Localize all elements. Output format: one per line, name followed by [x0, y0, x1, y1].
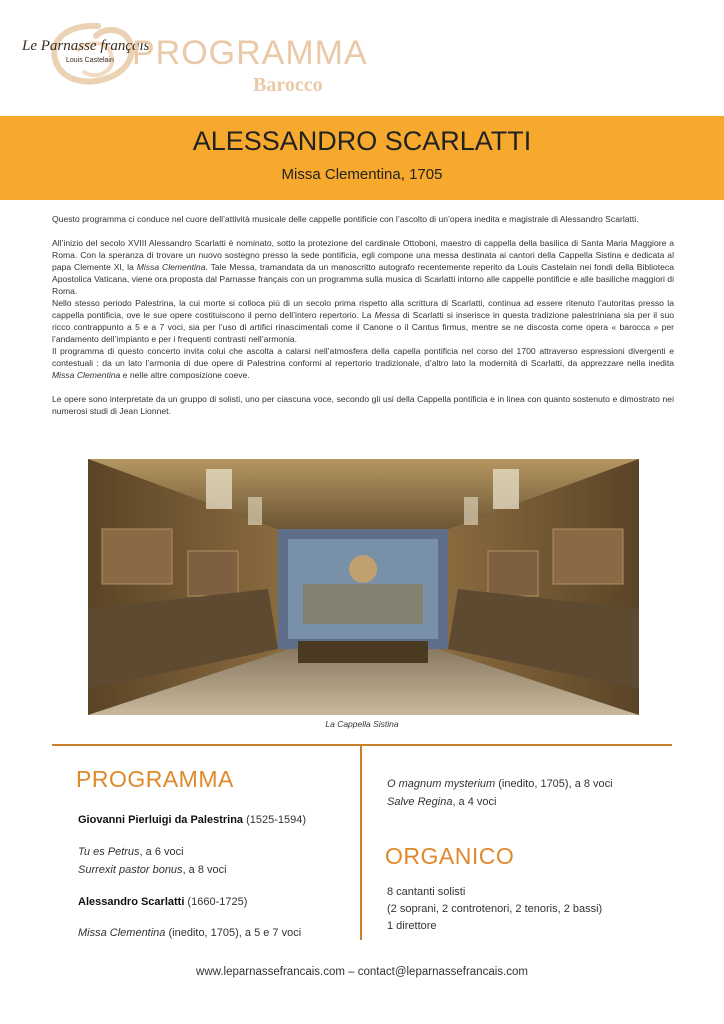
paragraph-history: [52, 237, 674, 297]
paragraph-performers: Le opere sono interpretate da un gruppo di solisti, uno per ciascuna voce, secondo gli usi della Cappella pontificia e in linea con quanto sostenuto e dimostrato nei numerosi studi di Jean Lionnet.: [52, 394, 674, 416]
work-detail: (inedito, 1705), a 5 e 7 voci: [165, 927, 302, 939]
work-missa-clementina: [78, 927, 301, 939]
organico-section-title: ORGANICO: [385, 843, 515, 869]
work-o-magnum-mysterium: [387, 778, 613, 790]
text: Nello stesso periodo Palestrina, la cui morte si colloca più di un secolo prima rispetto alla scrittura di Scarlatti, continua ad essere ritenuto l’autoritas presso la cappella pontificia, ove le sue opere costituiscono il perno dell’intero repertorio. La: [52, 298, 674, 320]
work-detail: (inedito, 1705), a 8 voci: [495, 778, 613, 790]
composer-dates: (1660-1725): [184, 896, 248, 908]
divider-right: [361, 744, 672, 746]
text: All’inizio del secolo XVIII Alessandro Scarlatti è nominato, sotto la protezione del cardinale Ottoboni, maestro di cappella della basilica di Santa Maria Maggiore a Roma. Con la speranza di trovare un nuovo sostegno presso la sede pontificia, egli compone una messa destinata ai cantori della Cappella Sistina e dedicata al papa Clemente XI, la: [52, 238, 674, 272]
composer-palestrina: [78, 814, 306, 826]
paragraph-palestrina: [52, 297, 674, 345]
divider-vertical: [360, 744, 362, 940]
work-detail: , a 6 voci: [139, 846, 184, 858]
text: di Scarlatti si inserisce in questa tradizione palestriniana sia per il suo ricco contrappunto a 5 e a 7 voci, sia per l’uso di artifici rinascimentali come il Canone o il Cantus firmus, mentre se ne discosta come opera « barocca » per l’andamento dell’impianto e per i frequenti contrasti nell’armonia.: [52, 310, 674, 344]
title-band: [0, 116, 724, 200]
italic-title: Missa Clementina: [52, 370, 121, 380]
text: e nelle altre composizione coeve.: [120, 370, 250, 380]
page-title: ALESSANDRO SCARLATTI: [192, 126, 532, 156]
work-detail: , a 4 voci: [452, 796, 497, 808]
organico-line-1: 8 cantanti solisti: [387, 886, 466, 898]
text: Il programma di questo concerto invita colui che ascolta a calarsi nell’atmosfera della capella pontificia nel corso del 1700 attraverso espressioni divergenti e contestuali : da un lato l’armonia di due opere di Palestrina conformi al repertorio tradizionale, d’altro lato la modernità di Scarlatti, da apprezzare nella inedita: [52, 346, 674, 368]
composer-dates: (1525-1594): [243, 814, 307, 826]
header: [0, 0, 724, 116]
composer-scarlatti: [78, 896, 247, 908]
paragraph-intro: Questo programma ci conduce nel cuore dell’attività musicale delle cappelle pontificie con l’ascolto di un’opera inedita e magistrale di Alessandro Scarlatti.: [52, 214, 639, 224]
work-title: Surrexit pastor bonus: [78, 864, 183, 876]
work-title: Tu es Petrus: [78, 846, 140, 858]
logo-name: Le Parnasse français: [22, 38, 150, 54]
body-text: [52, 213, 674, 417]
work-detail: , a 8 voci: [182, 864, 227, 876]
paragraph-concert: [52, 345, 674, 381]
divider-left: [52, 744, 361, 746]
sistine-chapel-photo: [88, 459, 639, 715]
photo-caption: La Cappella Sistina: [325, 719, 399, 729]
logo-subtitle: Louis Castelain: [66, 57, 114, 64]
work-salve-regina: [387, 796, 496, 808]
italic-title: Missa Clementina: [136, 262, 206, 272]
work-surrexit-pastor-bonus: [78, 864, 227, 876]
composer-name: Alessandro Scarlatti: [78, 896, 185, 908]
work-title: Salve Regina: [387, 796, 453, 808]
chapel-illustration: [88, 459, 639, 715]
organico-line-3: 1 direttore: [387, 920, 437, 932]
page-subtitle: Missa Clementina, 1705: [281, 166, 443, 183]
work-tu-es-petrus: [78, 846, 184, 858]
italic-title: Messa: [374, 310, 400, 320]
footer-contact: www.leparnassefrancais.com – contact@leparnassefrancais.com: [196, 966, 528, 978]
work-title: O magnum mysterium: [387, 778, 496, 790]
composer-name: Giovanni Pierluigi da Palestrina: [78, 814, 244, 826]
programma-heading: PROGRAMMA: [132, 34, 368, 72]
organico-line-2: (2 soprani, 2 controtenori, 2 tenoris, 2 bassi): [387, 903, 603, 915]
text: . Tale Messa, tramandata da un manoscritto autografo recentemente reperito da Louis Castelain nei fondi della Biblioteca Apostolica Vaticana, viene ora proposta dal Parnasse français con un programma sulla musica di Scarlatti intorno alle cappelle pontificie e alle basiliche maggiori di Roma.: [52, 262, 674, 296]
barocco-heading: Barocco: [253, 74, 323, 96]
work-title: Missa Clementina: [78, 927, 166, 939]
programma-section-title: PROGRAMMA: [76, 766, 234, 792]
